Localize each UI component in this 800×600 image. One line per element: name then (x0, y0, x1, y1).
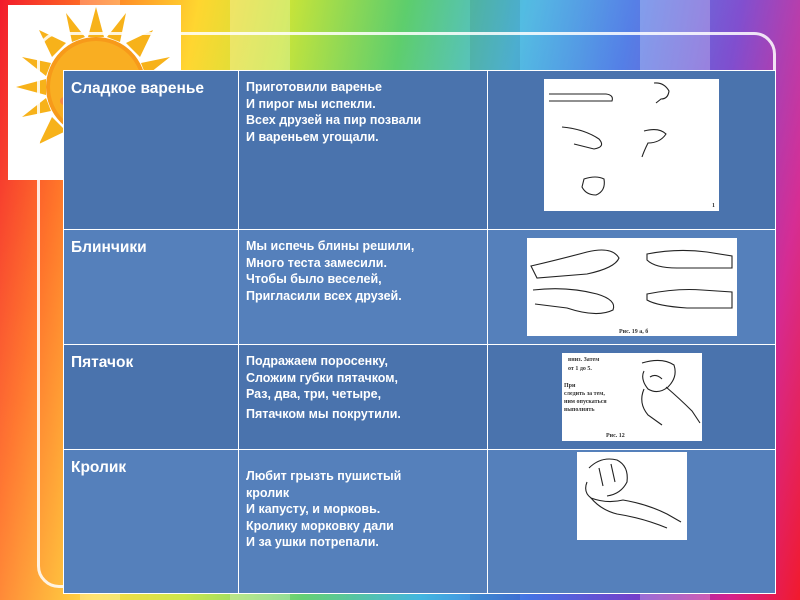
table-row (64, 450, 776, 594)
figure-text: При (563, 383, 575, 389)
figure-cell (488, 230, 776, 345)
hand-figure-image (544, 79, 719, 211)
hand-figure-image (527, 238, 737, 336)
figure-text: выполнять (563, 407, 594, 413)
figure-text: следить за тем, (563, 391, 605, 397)
game-name: Пятачок (64, 345, 239, 450)
figure-caption: Рис. 12 (605, 433, 625, 439)
rhyme-text: Любит грызть пушистый кролик И капусту, и морковь. Кролику морковку дали И за ушки потрепали. (239, 450, 488, 594)
figure-caption: 1 (712, 203, 715, 209)
figure-cell (488, 345, 776, 450)
figure-text: вниз. Затем (567, 357, 599, 363)
figure-caption: Рис. 19 а, б (618, 329, 648, 335)
figure-cell (488, 71, 776, 230)
figure-text: от 1 до 5. (567, 366, 592, 372)
rhyme-text: Мы испечь блины решили, Много теста замесили. Чтобы было веселей, Пригласили всех друзей. (239, 230, 488, 345)
rhyme-text: Приготовили варенье И пирог мы испекли. Всех друзей на пир позвали И вареньем угощали. (239, 71, 488, 230)
game-name: Сладкое варенье (64, 71, 239, 230)
rhyme-text: Подражаем поросенку, Сложим губки пятачком, Раз, два, три, четыре, Пятачком мы покрутили. (239, 345, 488, 450)
game-name: Блинчики (64, 230, 239, 345)
figure-text: ним опускаться (563, 399, 607, 405)
hand-figure-image (562, 353, 702, 441)
figure-cell (488, 450, 776, 594)
table-row (64, 345, 776, 450)
hand-figure-image (577, 452, 687, 540)
table-row (64, 230, 776, 345)
game-name: Кролик (64, 450, 239, 594)
finger-games-table (63, 70, 776, 594)
table-row (64, 71, 776, 230)
